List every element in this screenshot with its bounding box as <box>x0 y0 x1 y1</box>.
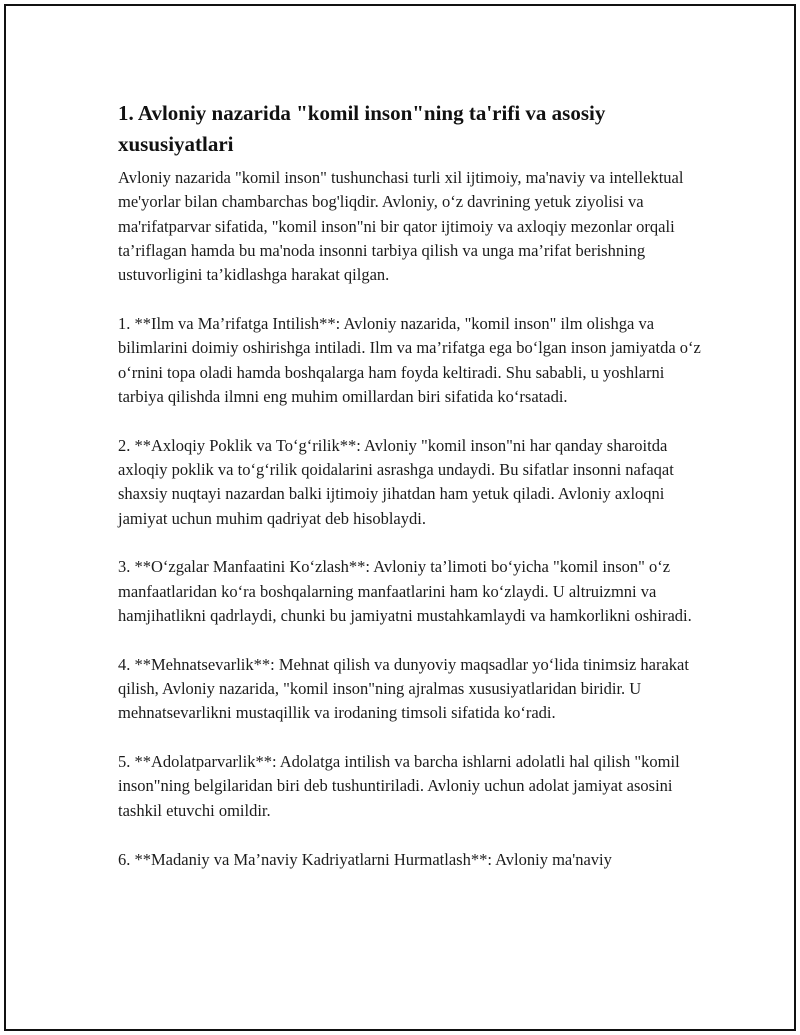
point-3-paragraph: 3. **O‘zgalar Manfaatini Ko‘zlash**: Avloniy ta’limoti bo‘yicha "komil inson" o‘z manfaatlaridan ko‘ra boshqalarning manfaatlarini ham ko‘zlaydi. U altruizmni va hamjihatlikni qadrlaydi, chunki bu jamiyatni mustahkamlaydi va hamkorlikni oshiradi. <box>118 557 692 625</box>
point-6-paragraph: 6. **Madaniy va Ma’naviy Kadriyatlarni Hurmatlash**: Avloniy ma'naviy <box>118 849 612 869</box>
intro-paragraph: Avloniy nazarida "komil inson" tushunchasi turli xil ijtimoiy, ma'naviy va intellektual me'yorlar bilan chambarchas bog'liqdir. Avloniy, o‘z davrining yetuk ziyolisi va ma'rifatparvar sifatida, "komil inson"ni bir qator ijtimoiy va axloqiy mezonlar orqali ta’riflagan hamda bu ma'noda insonni tarbiya qilish va unga ma’rifat berishning ustuvorligini ta’kidlashga harakat qilgan. <box>118 168 684 285</box>
point-1-paragraph: 1. **Ilm va Ma’rifatga Intilish**: Avloniy nazarida, "komil inson" ilm olishga va bilimlarini doimiy oshirishga intiladi. Ilm va ma’rifatga ega bo‘lgan inson jamiyatda o‘z o‘rnini topa oladi hamda boshqalarga ham foyda keltiradi. Shu sababli, u yoshlarni tarbiya qilishda ilmni eng muhim omillardan biri sifatida ko‘rsatadi. <box>118 313 701 406</box>
section-heading: 1. Avloniy nazarida "komil inson"ning ta'rifi va asosiy xususiyatlari <box>118 101 606 156</box>
point-4-paragraph: 4. **Mehnatsevarlik**: Mehnat qilish va dunyoviy maqsadlar yo‘lida tinimsiz harakat qilish, Avloniy nazarida, "komil inson"ning ajralmas xususiyatlaridan biridir. U mehnatsevarlikni mustaqillik va irodaning timsoli sifatida ko‘radi. <box>118 654 689 723</box>
document-body <box>118 98 708 896</box>
point-2-paragraph: 2. **Axloqiy Poklik va To‘g‘rilik**: Avloniy "komil inson"ni har qanday sharoitda axloqiy poklik va to‘g‘rilik qoidalarini asrashga undaydi. Bu sifatlar insonni nafaqat shaxsiy nuqtayi nazardan balki ijtimoiy jihatdan ham yetuk qiladi. Avloniy axloqni jamiyat uchun muhim qadriyat deb hisoblaydi. <box>118 435 674 528</box>
point-5-paragraph: 5. **Adolatparvarlik**: Adolatga intilish va barcha ishlarni adolatli hal qilish "komil inson"ning belgilaridan biri deb tushuntiriladi. Avloniy uchun adolat jamiyat asosini tashkil etuvchi omildir. <box>118 752 680 820</box>
page-frame <box>4 4 796 1031</box>
